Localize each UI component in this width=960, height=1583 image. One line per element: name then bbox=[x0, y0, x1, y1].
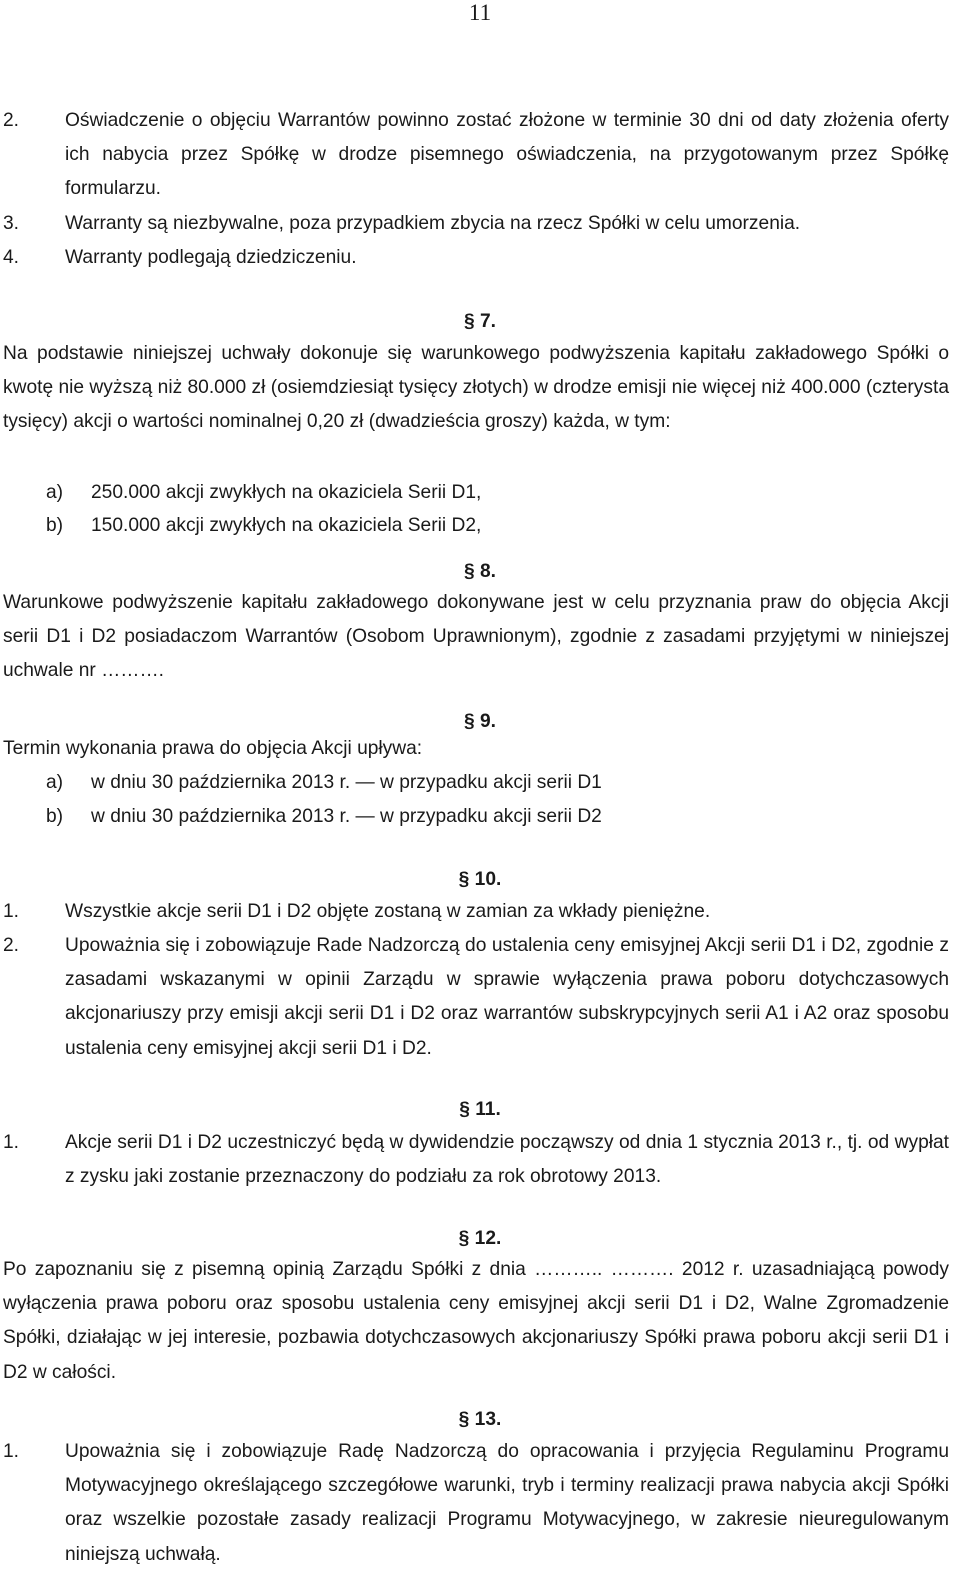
section-heading: § 7. bbox=[463, 311, 496, 332]
item-text: Oświadczenie o objęciu Warrantów powinno zostać złożone w terminie 30 dni od daty złożenia oferty ich nabycia przez Spółkę w drodze pisemnego oświadczenia, na przygotowanym przez Spółkę formularzu. bbox=[65, 110, 949, 200]
item-text: Akcje serii D1 i D2 uczestniczyć będą w dywidendzie począwszy od dnia 1 stycznia 2013 r., tj. od wypłat z zysku jaki zostanie przeznaczony do podziału za rok obrotowy 2013. bbox=[65, 1132, 949, 1188]
item-number: 2. bbox=[3, 110, 20, 131]
item-text: Upoważnia się i zobowiązuje Rade Nadzorczą do ustalenia ceny emisyjnej Akcji serii D1 i D2, zgodnie z zasadami wskazanymi w opinii Zarządu w sprawie wyłączenia prawa poboru dotychczasowych akcjonariuszy przy emisji akcji serii D1 i D2 oraz warrantów subskrypcyjnych serii A1 i A2 oraz sposobu ustalenia ceny emisyjnej akcji serii D1 i D2. bbox=[65, 935, 949, 1059]
item-label: a) bbox=[46, 482, 64, 503]
page-number: 11 bbox=[468, 0, 492, 25]
list-item bbox=[3, 1435, 949, 1572]
section-heading: § 12. bbox=[458, 1228, 502, 1249]
item-text: Upoważnia się i zobowiązuje Radę Nadzorczą do opracowania i przyjęcia Regulaminu Programu Motywacyjnego określającego szczegółowe warunki, tryb i terminy realizacji prawa nabycia akcji Spółki oraz wszelkie pozostałe zasady realizacji Programu Motywacyjnego, w zakresie nieuregulowanym niniejszą uchwałą. bbox=[65, 1441, 949, 1565]
item-label: b) bbox=[46, 515, 64, 536]
item-number: 1. bbox=[3, 901, 20, 922]
list-item bbox=[3, 207, 949, 241]
paragraph-text: Warunkowe podwyższenie kapitału zakładowego dokonywane jest w celu przyznania praw do objęcia Akcji serii D1 i D2 posiadaczom Warrantów (Osobom Uprawnionym), zgodnie z zasadami przyjętymi w niniejszej uchwale nr ………. bbox=[3, 592, 949, 682]
section-paragraph bbox=[3, 732, 949, 766]
section-heading: § 13. bbox=[458, 1409, 502, 1430]
item-label: b) bbox=[46, 806, 64, 827]
item-number: 2. bbox=[3, 935, 20, 956]
item-text: 250.000 akcji zwykłych na okaziciela Serii D1, bbox=[91, 482, 482, 503]
item-number: 3. bbox=[3, 213, 20, 234]
item-label: a) bbox=[46, 772, 64, 793]
item-text: w dniu 30 października 2013 r. — w przypadku akcji serii D2 bbox=[91, 806, 602, 827]
item-text: 150.000 akcji zwykłych na okaziciela Serii D2, bbox=[91, 515, 482, 536]
section-paragraph bbox=[3, 586, 949, 689]
list-item bbox=[3, 1126, 949, 1194]
list-item bbox=[46, 509, 481, 543]
section-heading: § 10. bbox=[458, 869, 502, 890]
item-number: 1. bbox=[3, 1132, 20, 1153]
list-item bbox=[46, 766, 602, 800]
paragraph-text: Po zapoznaniu się z pisemną opinią Zarządu Spółki z dnia ……….. ………. 2012 r. uzasadniającą powody wyłączenia prawa poboru oraz sposobu ustalenia ceny emisyjnej akcji serii D1 i D2, Walne Zgromadzenie Spółki, działając w jej interesie, pozbawia dotychczasowych akcjonariuszy Spółki prawa poboru akcji serii D1 i D2 w całości. bbox=[3, 1259, 949, 1383]
paragraph-text: Termin wykonania prawa do objęcia Akcji upływa: bbox=[3, 738, 423, 759]
section-paragraph bbox=[3, 337, 949, 440]
list-item bbox=[3, 895, 949, 929]
list-item bbox=[3, 929, 949, 1066]
list-item bbox=[46, 800, 602, 834]
item-text: Warranty są niezbywalne, poza przypadkiem zbycia na rzecz Spółki w celu umorzenia. bbox=[65, 213, 801, 234]
item-text: Wszystkie akcje serii D1 i D2 objęte zostaną w zamian za wkłady pieniężne. bbox=[65, 901, 711, 922]
item-number: 1. bbox=[3, 1441, 20, 1462]
section-heading: § 9. bbox=[463, 711, 496, 732]
list-item bbox=[3, 241, 949, 275]
section-heading: § 11. bbox=[459, 1099, 501, 1120]
item-number: 4. bbox=[3, 247, 20, 268]
section-heading: § 8. bbox=[463, 561, 496, 582]
list-item bbox=[3, 104, 949, 207]
section-paragraph bbox=[3, 1253, 949, 1390]
item-text: Warranty podlegają dziedziczeniu. bbox=[65, 247, 357, 268]
list-item bbox=[46, 476, 481, 510]
paragraph-text: Na podstawie niniejszej uchwały dokonuje się warunkowego podwyższenia kapitału zakładowego Spółki o kwotę nie wyższą niż 80.000 zł (osiemdziesiąt tysięcy złotych) w drodze emisji nie więcej niż 400.000 (czterysta tysięcy) akcji o wartości nominalnej 0,20 zł (dwadzieścia groszy) każda, w tym: bbox=[3, 343, 949, 433]
item-text: w dniu 30 października 2013 r. — w przypadku akcji serii D1 bbox=[91, 772, 602, 793]
